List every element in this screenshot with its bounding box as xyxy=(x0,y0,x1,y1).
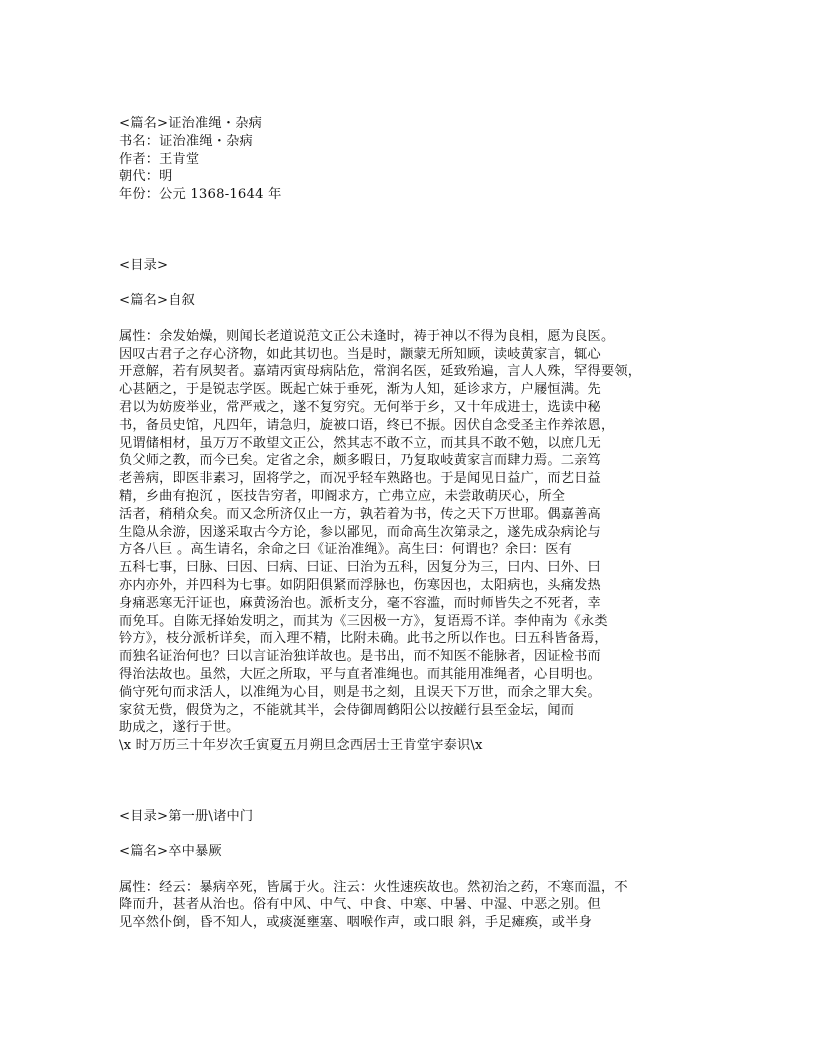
years: 年份：公元 1368-1644 年 xyxy=(119,187,282,203)
spacer xyxy=(119,826,679,844)
body-line: 五科七事，曰脉、曰因、曰病、曰证、曰治为五科，因复分为三，曰内、曰外、曰 xyxy=(119,560,601,576)
spacer xyxy=(119,310,679,328)
body-line: 属性：经云：暴病卒死，皆属于火。注云：火性速疾故也。然初治之药，不寒而温，不 xyxy=(119,879,628,895)
body-line: 精，乡曲有抱沉 ，医技告穷者，叩阍求方，亡弗立应，未尝敢萌厌心，所全 xyxy=(119,488,566,504)
body-line: 活者，稍稍众矣。而又念所济仅止一方，孰若着为书，传之天下万世耶。偶嘉善高 xyxy=(119,506,601,522)
body-line: 书，备员史馆，凡四年，请急归，旋被口语，终已不振。因伏自念受圣主作养浓恩， xyxy=(119,417,615,433)
chapter-title: <篇名>卒中暴厥 xyxy=(119,844,222,860)
book-name: 书名：证治准绳・杂病 xyxy=(119,133,253,149)
body-line: 亦内亦外，并四科为七事。如阴阳俱紧而浮脉也，伤寒因也，太阳病也，头痛发热 xyxy=(119,577,601,593)
spacer xyxy=(119,275,679,293)
signature-line: \x 时万历三十年岁次壬寅夏五月朔旦念西居士王肯堂宇泰识\x xyxy=(119,738,483,754)
body-line: 降而升，甚者从治也。俗有中风、中气、中食、中寒、中暑、中湿、中恶之别。但 xyxy=(119,897,601,913)
body-line: 得治法故也。虽然，大匠之所取，平与直者准绳也。而其能用准绳者，心目明也。 xyxy=(119,666,601,682)
body-line: 负父师之教，而今已矣。定省之余，颇多暇日，乃复取岐黄家言而肆力焉。二亲笃 xyxy=(119,453,601,469)
chapter-body xyxy=(119,879,679,932)
body-line: 老善病，即医非素习，固将学之，而况乎轻车熟路也。于是闻见日益广，而艺日益 xyxy=(119,471,601,487)
preface-body xyxy=(119,328,679,755)
document-page xyxy=(119,115,679,932)
body-line: 家贫无赀，假贷为之，不能就其半，会侍御周鹤阳公以按鹾行县至金坛，闻而 xyxy=(119,702,575,718)
author: 作者：王肯堂 xyxy=(119,151,200,167)
body-line: 助成之，遂行于世。 xyxy=(119,720,240,736)
body-line: 身痛恶寒无汗证也，麻黄汤治也。派析支分，毫不容滥，而时师皆失之不死者，幸 xyxy=(119,595,601,611)
spacer xyxy=(119,755,679,808)
body-line: 心甚陋之，于是锐志学医。既起亡妹于垂死，渐为人知，延诊求方，户屦恒满。先 xyxy=(119,382,601,398)
body-line: 属性：余发始燥，则闻长老道说范文正公未逢时，祷于神以不得为良相，愿为良医。 xyxy=(119,328,615,344)
toc-label: <目录> xyxy=(119,257,169,273)
body-line: 钤方》，枝分派析详矣，而入理不精，比附未确。此书之所以作也。曰五科皆备焉， xyxy=(119,631,608,647)
section-title: <篇名>证治准绳・杂病 xyxy=(119,116,262,131)
spacer xyxy=(119,861,679,879)
chapter-title: <篇名>自叙 xyxy=(119,293,196,309)
body-line: 因叹古君子之存心济物，如此其切也。当是时，颛蒙无所知顾，读岐黄家言，辄心 xyxy=(119,346,601,362)
toc-label: <目录>第一册\诸中门 xyxy=(119,808,254,824)
body-line: 见卒然仆倒，昏不知人，或痰涎壅塞、咽喉作声，或口眼 斜，手足瘫痪，或半身 xyxy=(119,915,592,931)
body-line: 见谓储相材，虽万万不敢望文正公，然其志不敢不立，而其具不敢不勉，以庶几无 xyxy=(119,435,601,451)
body-line: 生隐从余游，因遂采取古今方论，参以鄙见，而命高生次第录之，遂先成杂病论与 xyxy=(119,524,601,540)
spacer xyxy=(119,204,679,257)
body-line: 方各八巨 。高生请名，余命之曰《证治准绳》。高生曰：何谓也？余曰：医有 xyxy=(119,542,572,558)
body-line: 倘守死句而求活人，以准绳为心目，则是书之刻，且误天下万世，而余之罪大矣。 xyxy=(119,684,601,700)
body-line: 而独名证治何也？曰以言证治独详故也。是书出，而不知医不能脉者，因证检书而 xyxy=(119,649,601,665)
body-line: 而免耳。自陈无择始发明之，而其为《三因极一方》，复语焉不详。李仲南为《永类 xyxy=(119,613,608,629)
document-header xyxy=(119,115,679,204)
body-line: 开意解，若有夙契者。嘉靖丙寅母病阽危，常润名医，延致殆遍，言人人殊，罕得要领， xyxy=(119,364,642,380)
body-line: 君以为妨废举业，常严戒之，遂不复穷究。无何举于乡，又十年成进士，选读中秘 xyxy=(119,399,601,415)
dynasty: 朝代：明 xyxy=(119,169,173,185)
